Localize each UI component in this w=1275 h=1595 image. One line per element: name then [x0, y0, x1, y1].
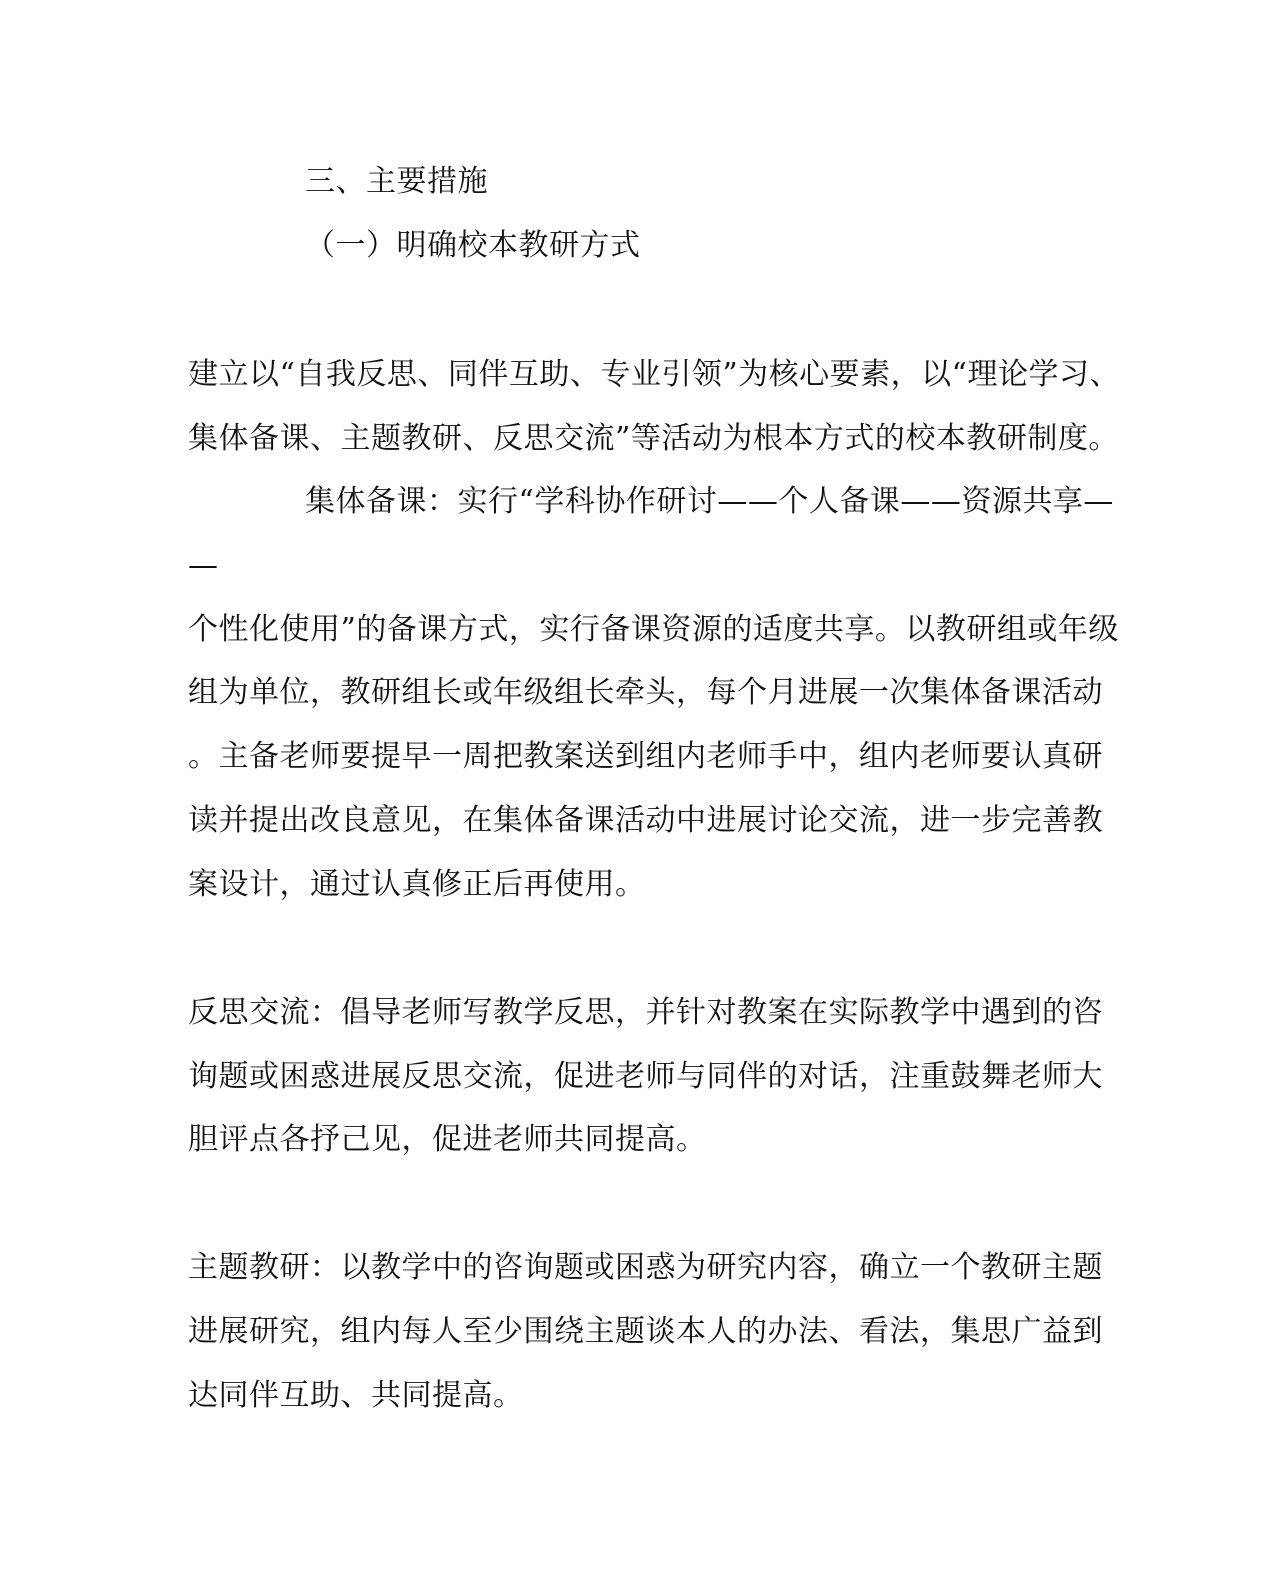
paragraph-line: 组为单位，教研组长或年级组长牵头，每个月进展一次集体备课活动: [188, 675, 1103, 710]
paragraph-line: 胆评点各抒己见，促进老师共同提高。: [188, 1122, 707, 1157]
paragraph-line: 个性化使用”的备课方式，实行备课资源的适度共享。以教研组或年级: [188, 612, 1119, 647]
paragraph-line: 。主备老师要提早一周把教案送到组内老师手中，组内老师要认真研: [188, 739, 1103, 774]
paragraph-line: 反思交流：倡导老师写教学反思，并针对教案在实际教学中遇到的咨: [188, 995, 1103, 1030]
paragraph-line: 建立以“自我反思、同伴互助、专业引领”为核心要素，以“理论学习、: [188, 357, 1121, 392]
subsection-heading: （一）明确校本教研方式: [305, 228, 641, 263]
paragraph-line: —: [188, 548, 219, 583]
paragraph-line: 达同伴互助、共同提高。: [188, 1378, 524, 1413]
paragraph-line: 进展研究，组内每人至少围绕主题谈本人的办法、看法，集思广益到: [188, 1314, 1103, 1349]
paragraph-line: 询题或困惑进展反思交流，促进老师与同伴的对话，注重鼓舞老师大: [188, 1059, 1103, 1094]
paragraph-line: 案设计，通过认真修正后再使用。: [188, 867, 646, 902]
paragraph-line: 集体备课、主题教研、反思交流”等活动为根本方式的校本教研制度。: [188, 421, 1119, 456]
paragraph-line: 集体备课：实行“学科协作研讨——个人备课——资源共享—: [305, 484, 1114, 519]
section-heading: 三、主要措施: [305, 164, 488, 199]
paragraph-line: 主题教研：以教学中的咨询题或困惑为研究内容，确立一个教研主题: [188, 1250, 1103, 1285]
paragraph-line: 读并提出改良意见，在集体备课活动中进展讨论交流，进一步完善教: [188, 803, 1103, 838]
